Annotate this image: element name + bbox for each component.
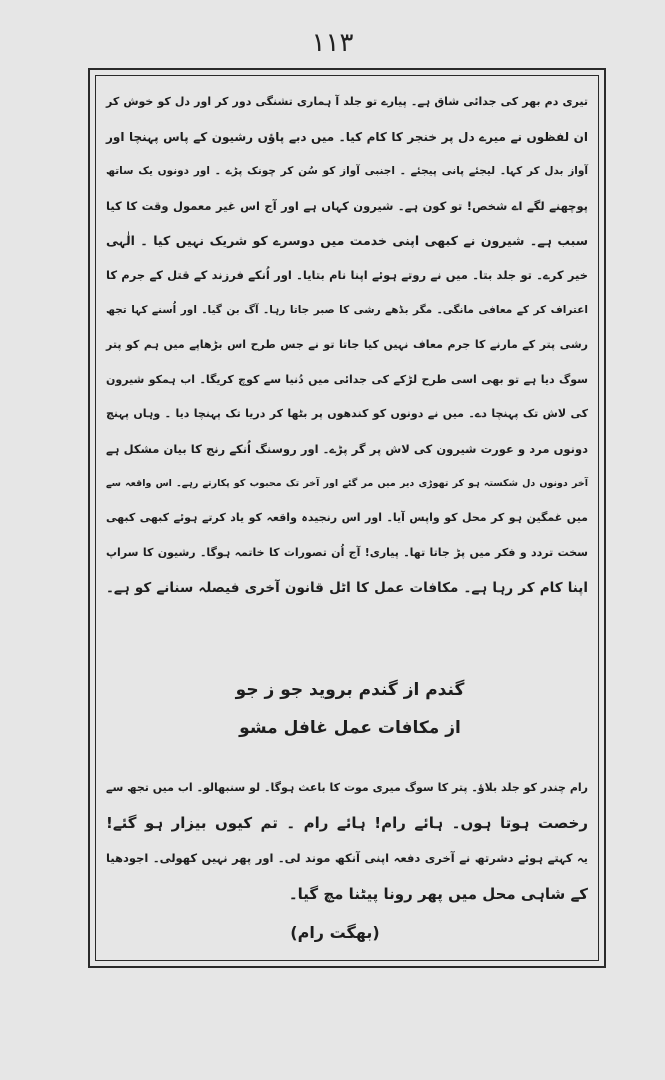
- author-signature: (بھگت رام): [290, 923, 380, 942]
- text-line: رخصت ہوتا ہوں۔ ہائے رام! ہائے رام ۔ تم کیوں بیزار ہو گئے!: [106, 813, 588, 832]
- page-number: ۱۱۳: [311, 28, 354, 58]
- couplet-line-1: گندم از گندم بروید جو ز جو: [235, 680, 465, 700]
- text-line: سبب ہے۔ شیرون نے کبھی اپنی خدمت میں دوسرے کو شریک نہیں کیا ۔ الٰہی: [106, 232, 588, 248]
- text-line: کے شاہی محل میں پھر رونا پیٹنا مچ گیا۔: [288, 884, 588, 903]
- text-line: اعتراف کر کے معافی مانگی۔ مگر بڈھے رشی کا صبر جاتا رہا۔ آگ بن گیا۔ اور اُسنے کہا تجھ: [106, 304, 588, 317]
- text-line: خیر کرے۔ تو جلد بتا۔ میں نے روتے ہوئے اپنا نام بتایا۔ اور اُنکے فرزند کے قتل کے جرم کا: [106, 268, 588, 283]
- closing-text-block: [100, 770, 594, 912]
- text-line: آواز بدل کر کہا۔ لیجئے پانی پیجئے ۔ اجنبی آواز کو سُن کر چونک پڑے ۔ اور دونوں یک ساتھ: [106, 165, 588, 178]
- text-line: سوگ دیا ہے تو بھی اسی طرح لڑکے کی جدائی میں دُنیا سے کوچ کریگا۔ اب ہمکو شیرون: [106, 372, 588, 386]
- text-line: رشی پتر کے مارنے کا جرم معاف نہیں کیا جاتا تو نے جس طرح اس بڑھاپے میں ہم کو پتر: [106, 337, 588, 351]
- main-text-block: [100, 85, 594, 605]
- text-line: میں غمگین ہو کر محل کو واپس آیا۔ اور اس رنجیدہ واقعہ کو یاد کرتے ہوئے کبھی کبھی: [106, 511, 588, 525]
- text-line: اپنا کام کر رہا ہے۔ مکافات عمل کا اٹل قانون آخری فیصلہ سنانے کو ہے۔: [106, 579, 588, 596]
- text-line: کی لاش تک پہنچا دے۔ میں نے دونوں کو کندھوں پر بٹھا کر دریا تک پہنچا دیا ۔ وہاں پہنچ: [106, 407, 588, 421]
- couplet-line-2: از مکافات عمل غافل مشو: [239, 718, 461, 738]
- text-line: رام چندر کو جلد بلاؤ۔ پتر کا سوگ میری موت کا باعث ہوگا۔ لو سنبھالو۔ اب میں تجھ سے: [106, 781, 588, 794]
- text-line: ان لفظوں نے میرے دل پر خنجر کا کام کیا۔ میں دبے پاؤں رشیون کے پاس پہنچا اور: [106, 129, 588, 144]
- text-line: دونوں مرد و عورت شیرون کی لاش پر گر پڑے۔ اور روسنگ اُنکے رنج کا بیان مشکل ہے: [106, 441, 588, 456]
- text-line: تیری دم بھر کی جدائی شاق ہے۔ پیارے تو جلد آ ہماری تشنگی دور کر اور دل کو خوش کر: [106, 95, 588, 108]
- text-line: یہ کہتے ہوئے دشرتھ نے آخری دفعہ اپنی آنکھ موند لی۔ اور پھر نہیں کھولی۔ اجودھیا: [106, 851, 588, 865]
- text-line: سخت تردد و فکر میں پڑ جاتا تھا۔ پیاری! آج اُن تصورات کا خاتمہ ہوگا۔ رشیون کا سراپ: [106, 545, 588, 559]
- text-line: آخر دونوں دل شکستہ ہو کر تھوڑی دیر میں مر گئے اور آخر تک محبوب کو پکارتے رہے۔ اس واقعہ سے: [106, 477, 588, 489]
- text-line: پوچھنے لگے اے شخص! تو کون ہے۔ شیرون کہاں ہے اور آج اس غیر معمول وقت کا کیا: [106, 199, 588, 214]
